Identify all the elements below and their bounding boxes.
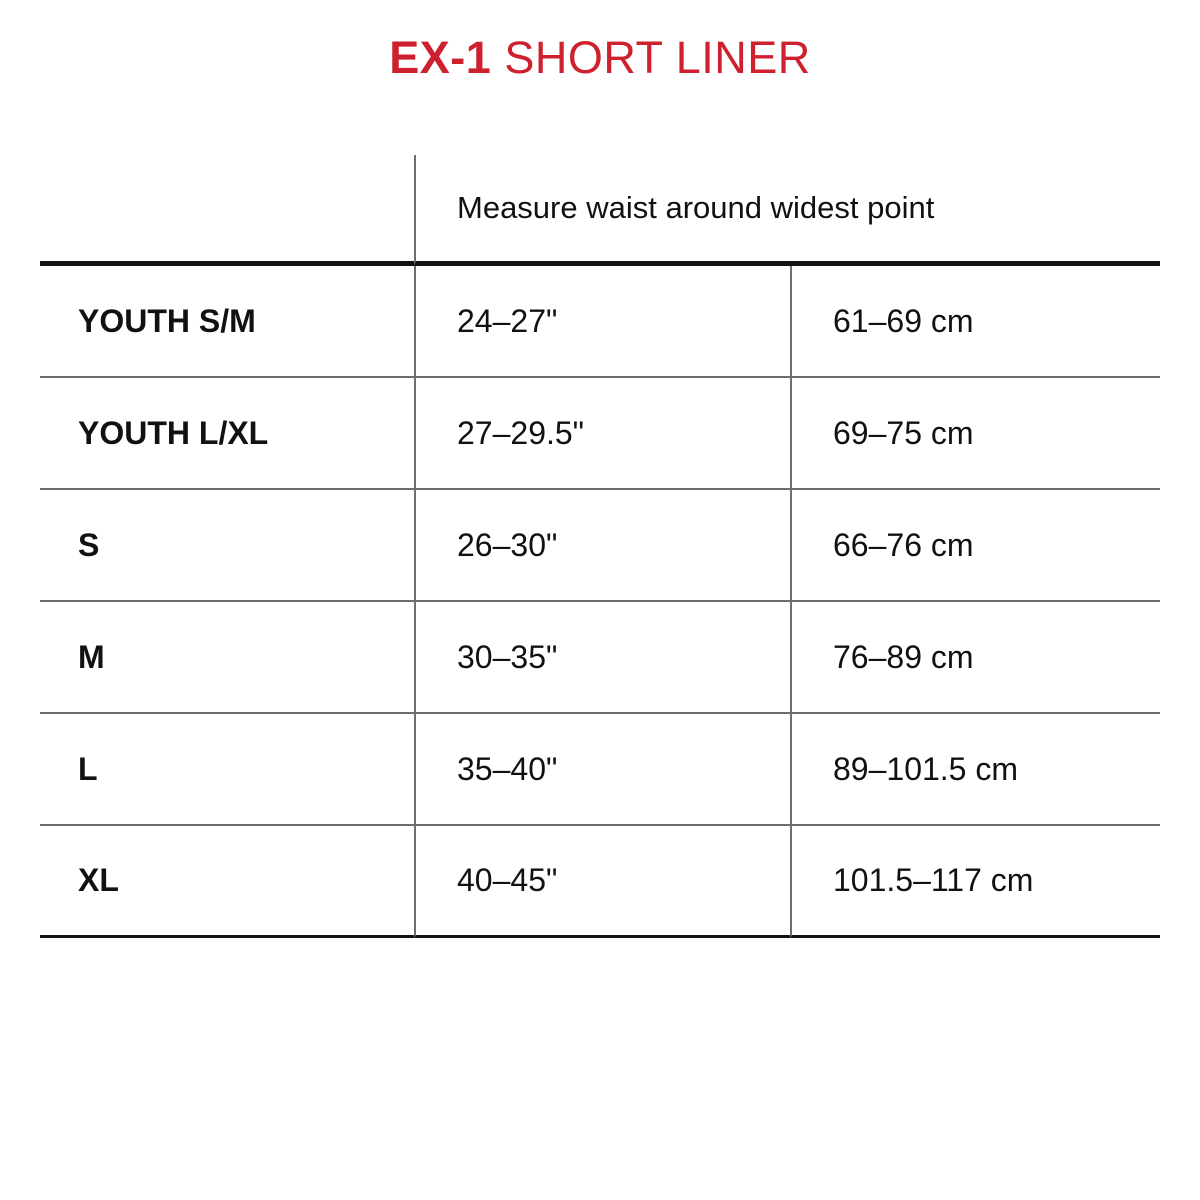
- inches-cell: 26–30": [414, 490, 790, 602]
- cm-cell: 89–101.5 cm: [790, 714, 1160, 826]
- cm-cell: 66–76 cm: [790, 490, 1160, 602]
- cm-cell: 61–69 cm: [790, 266, 1160, 378]
- size-cell: YOUTH S/M: [40, 266, 414, 378]
- title-brand: EX-1: [389, 32, 492, 83]
- size-cell: M: [40, 602, 414, 714]
- size-cell: YOUTH L/XL: [40, 378, 414, 490]
- cm-cell: 69–75 cm: [790, 378, 1160, 490]
- title-product: SHORT LINER: [504, 32, 811, 83]
- size-cell: S: [40, 490, 414, 602]
- cm-cell: 101.5–117 cm: [790, 826, 1160, 938]
- size-cell: XL: [40, 826, 414, 938]
- inches-cell: 24–27": [414, 266, 790, 378]
- inches-cell: 27–29.5": [414, 378, 790, 490]
- inches-cell: 40–45": [414, 826, 790, 938]
- size-cell: L: [40, 714, 414, 826]
- page-title: [0, 32, 1200, 84]
- size-chart-table: [40, 155, 1160, 938]
- header-spacer-cell: [40, 155, 414, 266]
- inches-cell: 35–40": [414, 714, 790, 826]
- measure-header-cell: Measure waist around widest point: [414, 155, 1160, 266]
- cm-cell: 76–89 cm: [790, 602, 1160, 714]
- inches-cell: 30–35": [414, 602, 790, 714]
